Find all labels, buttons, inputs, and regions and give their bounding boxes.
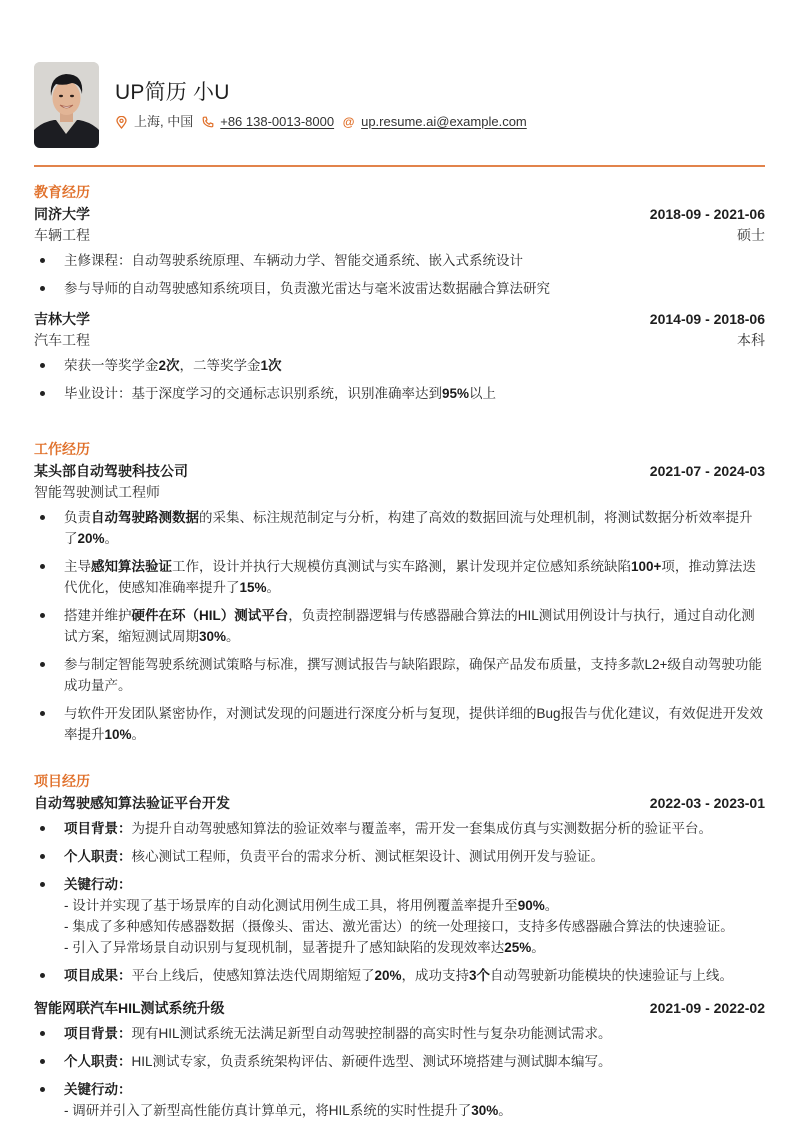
education-entry (34, 309, 765, 404)
work-entry (34, 461, 765, 745)
header-info (115, 62, 535, 130)
list-item: 负责自动驾驶路测数据的采集、标注规范制定与分析，构建了高效的数据回流与处理机制，将测试数据分析效率提升了20%。 (34, 507, 765, 549)
list-item: 搭建并维护硬件在环（HIL）测试平台，负责控制器逻辑与传感器融合算法的HIL测试用例设计与执行，通过自动化测试方案，缩短测试周期30%。 (34, 605, 765, 647)
project-bullets (34, 818, 765, 986)
list-item: 毕业设计：基于深度学习的交通标志识别系统，识别准确率达到95%以上 (34, 383, 765, 404)
list-item: 项目背景：现有HIL测试系统无法满足新型自动驾驶控制器的高实时性与复杂功能测试需求。 (34, 1023, 765, 1044)
education-section (34, 183, 765, 411)
header-divider (34, 165, 765, 167)
list-item: 主修课程：自动驾驶系统原理、车辆动力学、智能交通系统、嵌入式系统设计 (34, 250, 765, 271)
list-item: 参与导师的自动驾驶感知系统项目，负责激光雷达与毫米波雷达数据融合算法研究 (34, 278, 765, 299)
phone-icon (201, 116, 214, 129)
education-bullets (34, 250, 765, 299)
map-pin-icon (115, 116, 128, 129)
degree: 本科 (737, 332, 765, 348)
email-link[interactable]: up.resume.ai@example.com (361, 114, 527, 129)
project-entry (34, 998, 765, 1121)
project-name: 自动驾驶感知算法验证平台开发 (34, 795, 230, 811)
phone-link[interactable]: +86 138-0013-8000 (220, 114, 335, 129)
project-bullets (34, 1023, 765, 1121)
list-item: 关键行动： - 设计并实现了基于场景库的自动化测试用例生成工具，将用例覆盖率提升至90%。 - 集成了多种感知传感器数据（摄像头、雷达、激光雷达）的统一处理接口，支持多传感器融合算法的快速验证。 - 引入了异常场景自动识别与复现机制，显著提升了感知缺陷的发现效率达25%。 (34, 874, 765, 958)
list-item: 与软件开发团队紧密协作，对测试发现的问题进行深度分析与复现，提供详细的Bug报告与优化建议，有效促进开发效率提升10%。 (34, 703, 765, 745)
project-entry (34, 793, 765, 986)
list-item: 个人职责：HIL测试专家，负责系统架构评估、新硬件选型、测试环境搭建与测试脚本编写。 (34, 1051, 765, 1072)
action-line: - 设计并实现了基于场景库的自动化测试用例生成工具，将用例覆盖率提升至90%。 (64, 898, 559, 913)
school-name: 吉林大学 (34, 311, 90, 327)
contact-phone (201, 114, 334, 130)
work-section (34, 440, 765, 752)
list-item: 参与制定智能驾驶系统测试策略与标准，撰写测试报告与缺陷跟踪，确保产品发布质量，支持多款L2+级自动驾驶功能成功量产。 (34, 654, 765, 696)
company-name: 某头部自动驾驶科技公司 (34, 463, 188, 479)
at-sign-icon: @ (342, 115, 355, 129)
project-dates: 2022-03 - 2023-01 (649, 795, 765, 811)
section-title-work: 工作经历 (34, 441, 90, 457)
list-item: 关键行动： - 调研并引入了新型高性能仿真计算单元，将HIL系统的实时性提升了30%。 (34, 1079, 765, 1121)
action-line: - 集成了多种感知传感器数据（摄像头、雷达、激光雷达）的统一处理接口，支持多传感器融合算法的快速验证。 (64, 919, 734, 934)
list-item: 个人职责：核心测试工程师，负责平台的需求分析、测试框架设计、测试用例开发与验证。 (34, 846, 765, 867)
contact-row (115, 114, 535, 130)
action-line: - 调研并引入了新型高性能仿真计算单元，将HIL系统的实时性提升了30%。 (64, 1103, 512, 1118)
resume-page (34, 62, 765, 1118)
major: 车辆工程 (34, 227, 90, 243)
section-title-education: 教育经历 (34, 184, 90, 200)
list-item: 荣获一等奖学金2次，二等奖学金1次 (34, 355, 765, 376)
avatar (34, 62, 99, 148)
education-bullets (34, 355, 765, 404)
contact-email (342, 114, 527, 130)
candidate-name: UP简历 小U (115, 81, 230, 104)
project-name: 智能网联汽车HIL测试系统升级 (34, 1000, 225, 1016)
contact-location (115, 114, 193, 130)
work-dates: 2021-07 - 2024-03 (649, 463, 765, 479)
location-text: 上海, 中国 (134, 114, 194, 129)
education-dates: 2018-09 - 2021-06 (649, 206, 765, 222)
list-item: 主导感知算法验证工作，设计并执行大规模仿真测试与实车路测，累计发现并定位感知系统缺陷100+项，推动算法迭代优化，使感知准确率提升了15%。 (34, 556, 765, 598)
list-item: 项目成果：平台上线后，使感知算法迭代周期缩短了20%，成功支持3个自动驾驶新功能模块的快速验证与上线。 (34, 965, 765, 986)
work-bullets (34, 507, 765, 745)
action-line: - 引入了异常场景自动识别与复现机制，显著提升了感知缺陷的发现效率达25%。 (64, 940, 545, 955)
profile-photo-icon (34, 62, 99, 148)
section-title-projects: 项目经历 (34, 773, 90, 789)
job-title: 智能驾驶测试工程师 (34, 484, 160, 500)
education-dates: 2014-09 - 2018-06 (649, 311, 765, 327)
project-dates: 2021-09 - 2022-02 (649, 1000, 765, 1016)
school-name: 同济大学 (34, 206, 90, 222)
degree: 硕士 (737, 227, 765, 243)
resume-header (34, 62, 765, 148)
list-item: 项目背景：为提升自动驾驶感知算法的验证效率与覆盖率，需开发一套集成仿真与实测数据分析的验证平台。 (34, 818, 765, 839)
education-entry (34, 204, 765, 299)
projects-section (34, 772, 765, 1128)
major: 汽车工程 (34, 332, 90, 348)
